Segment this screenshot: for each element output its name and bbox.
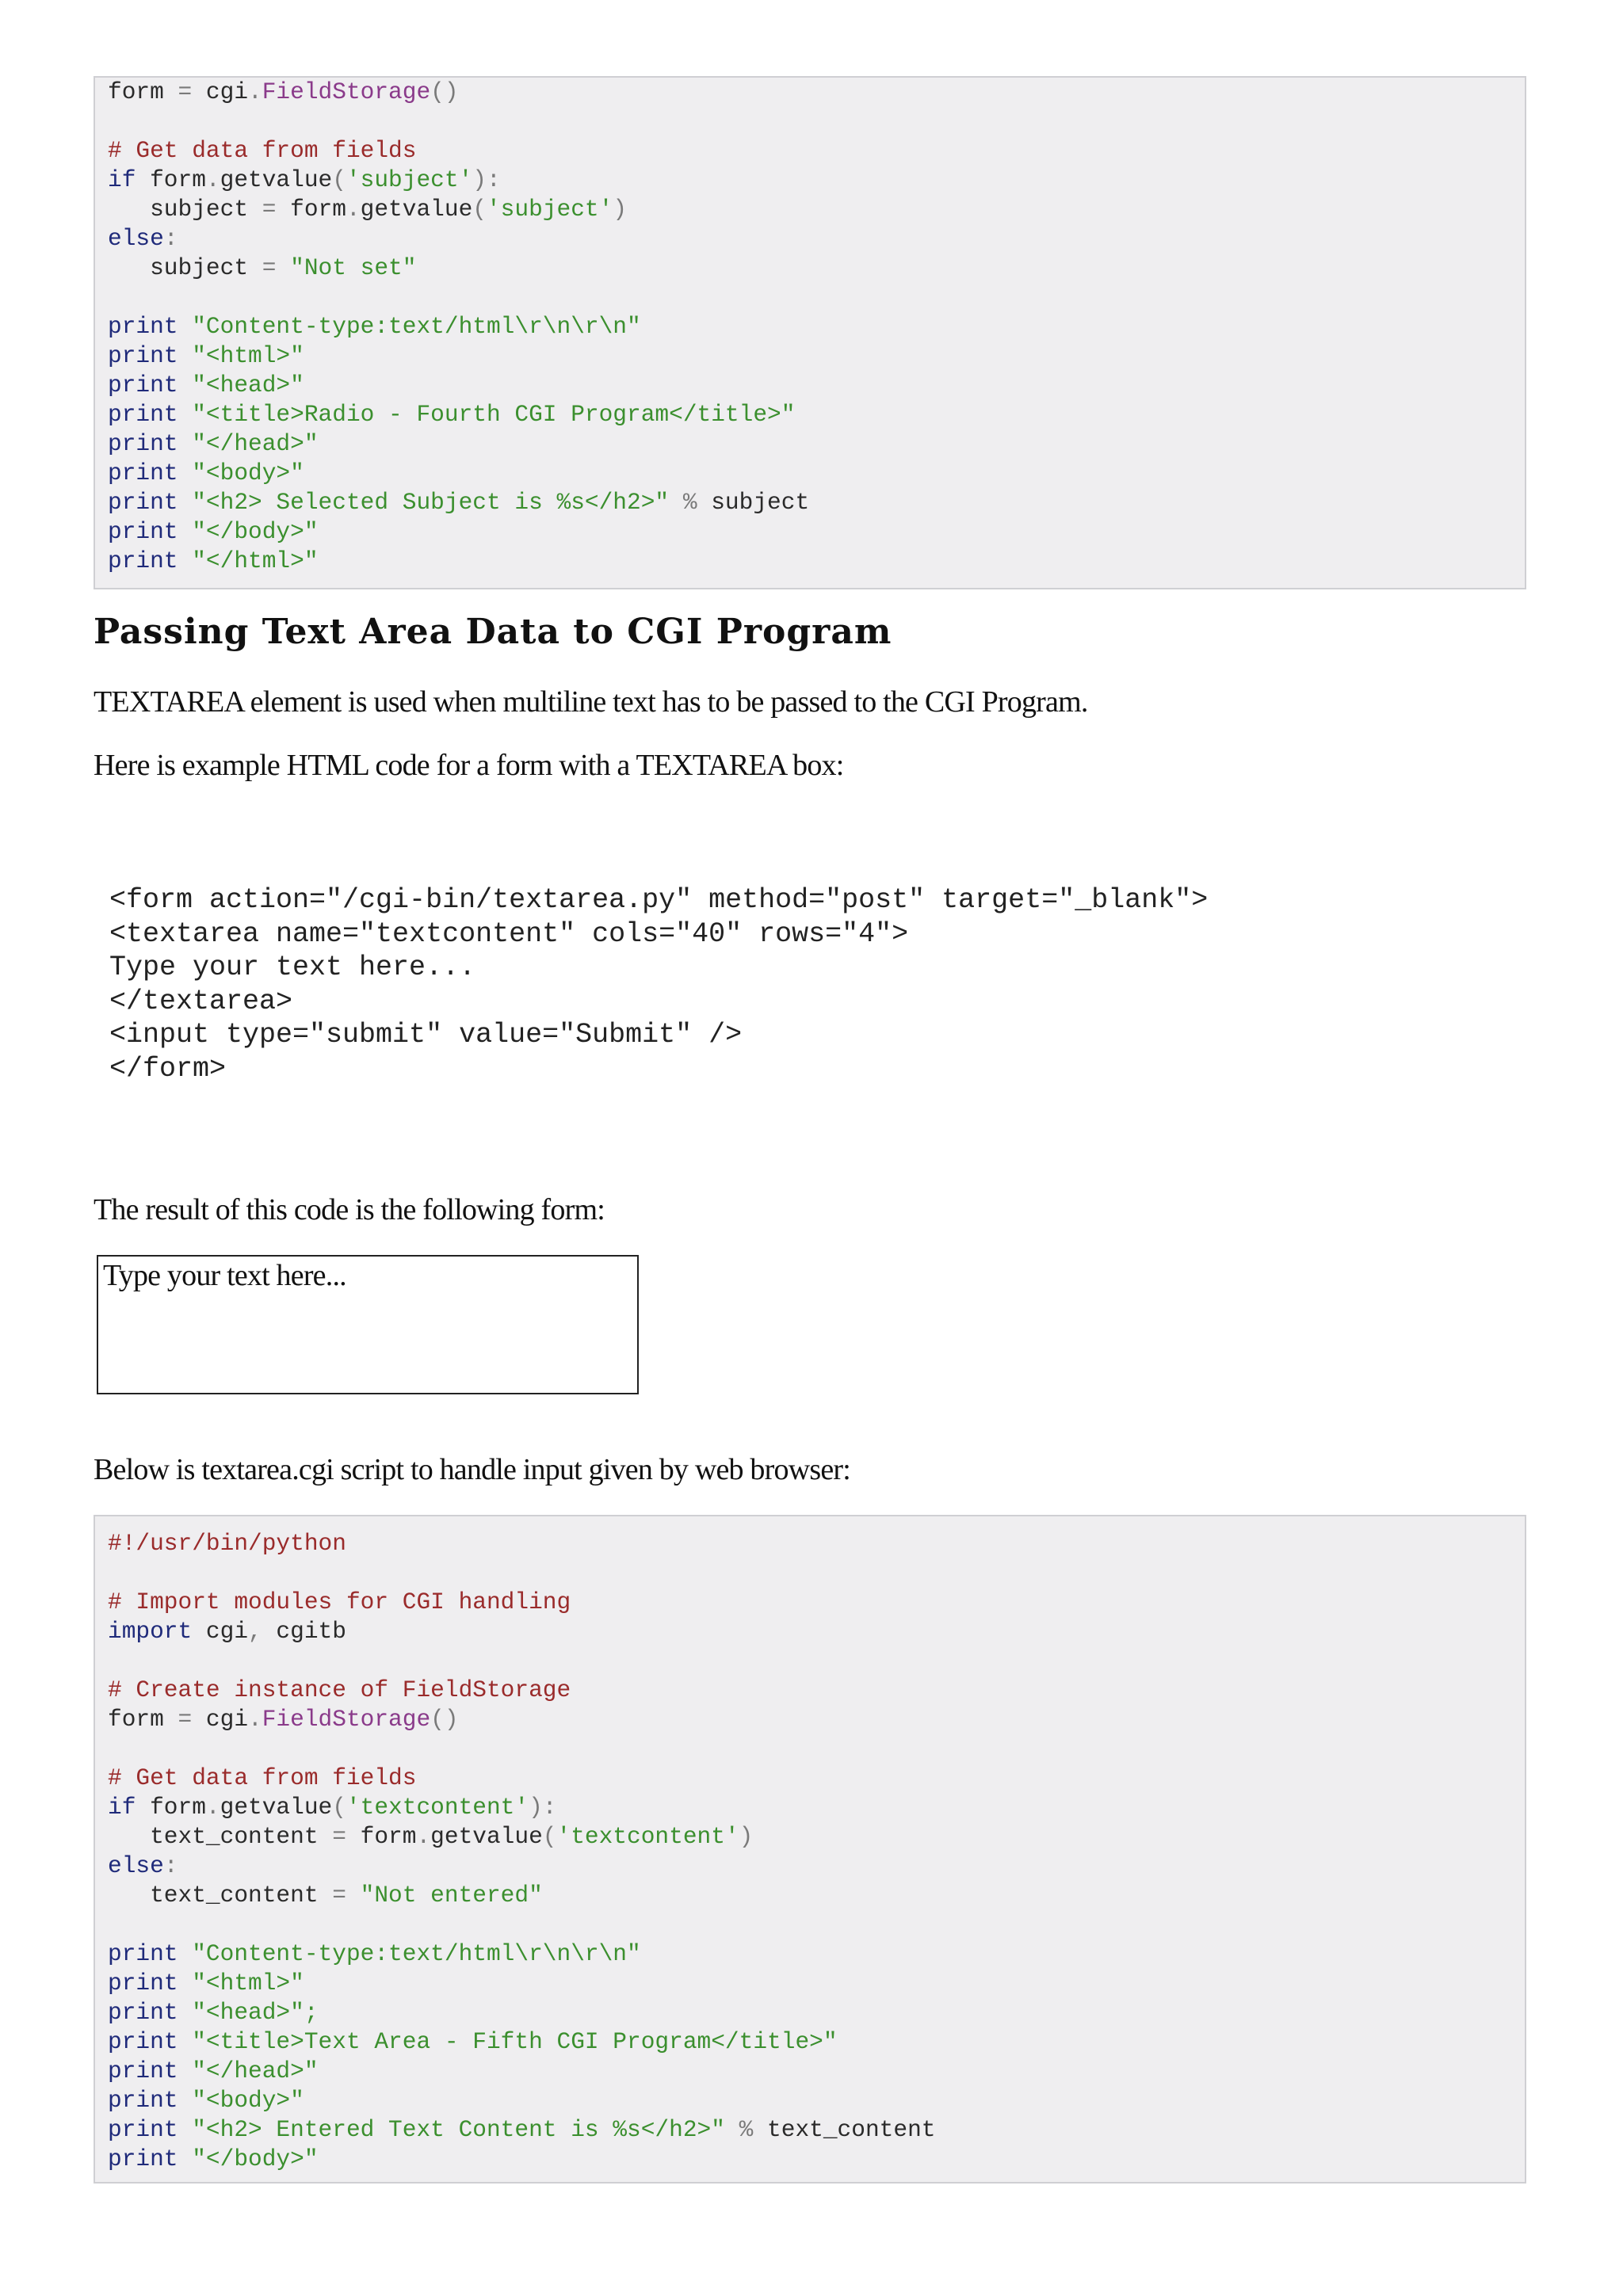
code-token — [276, 254, 290, 281]
code-line — [108, 1998, 1525, 2027]
code-token: "<head>"; — [192, 1999, 319, 2026]
code-token: print — [108, 489, 178, 516]
code-token: () — [430, 1706, 459, 1733]
code-line — [108, 547, 1525, 576]
code-token: text_content — [108, 1882, 333, 1909]
code-line — [108, 429, 1525, 459]
code-line — [108, 2115, 1525, 2145]
code-token — [725, 2116, 739, 2143]
code-line — [108, 195, 1525, 224]
code-token: print — [108, 313, 178, 340]
html-code-snippet — [109, 883, 1208, 1085]
code-token: if — [108, 166, 136, 193]
code-token: print — [108, 460, 178, 486]
code-line — [108, 1646, 1525, 1676]
code-token: print — [108, 518, 178, 545]
code-token: # Get data from fields — [108, 1764, 417, 1791]
code-token: = — [178, 78, 193, 105]
code-token: print — [108, 1940, 178, 1967]
code-token: # Import modules for CGI handling — [108, 1589, 571, 1615]
code-token — [178, 372, 193, 399]
code-token: "<title>Text Area - Fifth CGI Program</title>" — [192, 2028, 838, 2055]
code-token: "Content-type:text/html\r\n\r\n" — [192, 313, 641, 340]
code-line — [108, 2086, 1525, 2115]
code-token: text_content — [753, 2116, 936, 2143]
code-token: % — [739, 2116, 754, 2143]
code-token: getvalue — [360, 196, 473, 223]
code-token: cgi — [192, 1706, 249, 1733]
code-token: subject — [108, 254, 262, 281]
code-line — [108, 1734, 1525, 1764]
code-token: ( — [332, 1794, 346, 1821]
code-token: subject — [697, 489, 810, 516]
code-line — [108, 136, 1525, 166]
code-token — [669, 489, 683, 516]
code-token: "<body>" — [192, 2087, 304, 2114]
code-line — [108, 1852, 1525, 1881]
code-token: = — [178, 1706, 193, 1733]
section-title: Passing Text Area Data to CGI Program — [94, 612, 892, 652]
code-token — [178, 1999, 193, 2026]
code-token: form — [108, 1706, 178, 1733]
textcontent-textarea[interactable] — [97, 1255, 639, 1394]
code-token: print — [108, 401, 178, 428]
code-token: else — [108, 225, 164, 252]
code-token — [346, 1882, 361, 1909]
code-token — [178, 342, 193, 369]
code-line — [108, 2057, 1525, 2086]
code-token: 'textcontent' — [346, 1794, 529, 1821]
code-token: "</head>" — [192, 2058, 319, 2084]
code-token: . — [205, 166, 220, 193]
code-token: print — [108, 430, 178, 457]
code-line — [108, 1764, 1525, 1793]
code-token: , — [248, 1618, 262, 1645]
code-token: "</body>" — [192, 518, 319, 545]
code-token: = — [262, 254, 277, 281]
code-token — [178, 489, 193, 516]
code-token: . — [205, 1794, 220, 1821]
code-token: FieldStorage — [262, 1706, 431, 1733]
code-token: ( — [542, 1823, 557, 1850]
code-line — [108, 78, 1525, 107]
html-snippet-line: </textarea> — [109, 985, 293, 1017]
code-token — [178, 430, 193, 457]
code-token — [178, 1940, 193, 1967]
code-token: % — [682, 489, 697, 516]
html-snippet-line: </form> — [109, 1052, 227, 1085]
code-token: 'textcontent' — [556, 1823, 739, 1850]
code-line — [108, 1705, 1525, 1734]
code-token — [178, 313, 193, 340]
code-token: #!/usr/bin/python — [108, 1530, 346, 1557]
code-line — [108, 1822, 1525, 1852]
code-token: = — [262, 196, 277, 223]
html-snippet-line: Type your text here... — [109, 952, 476, 983]
code-token: "</head>" — [192, 430, 319, 457]
code-token: print — [108, 2058, 178, 2084]
code-token: getvalue — [430, 1823, 543, 1850]
code-token — [178, 2058, 193, 2084]
code-token: subject — [108, 196, 262, 223]
code-line — [108, 1588, 1525, 1617]
code-token: "<body>" — [192, 460, 304, 486]
code-line — [108, 371, 1525, 400]
code-token: else — [108, 1852, 164, 1879]
code-token: ( — [332, 166, 346, 193]
code-token: form — [346, 1823, 417, 1850]
code-token: form — [136, 166, 206, 193]
code-token — [178, 518, 193, 545]
code-token: "Not set" — [290, 254, 417, 281]
code-token: # Get data from fields — [108, 137, 417, 164]
code-token — [178, 547, 193, 574]
code-line — [108, 1676, 1525, 1705]
code-token: cgitb — [262, 1618, 346, 1645]
code-token: form — [136, 1794, 206, 1821]
code-token: "<title>Radio - Fourth CGI Program</title>" — [192, 401, 796, 428]
html-snippet-line: <textarea name="textcontent" cols="40" rows="4"> — [109, 917, 909, 950]
code-line — [108, 1793, 1525, 1822]
code-token: "Content-type:text/html\r\n\r\n" — [192, 1940, 641, 1967]
code-token: import — [108, 1618, 193, 1645]
code-token: cgi — [192, 1618, 249, 1645]
code-token: "<h2> Selected Subject is %s</h2>" — [192, 489, 670, 516]
code-token: "<h2> Entered Text Content is %s</h2>" — [192, 2116, 725, 2143]
code-line — [108, 1939, 1525, 1969]
code-line — [108, 1617, 1525, 1646]
code-token: print — [108, 2028, 178, 2055]
code-token: "<head>" — [192, 372, 304, 399]
code-token: print — [108, 2087, 178, 2114]
code-line — [108, 312, 1525, 341]
code-token: form — [108, 78, 178, 105]
code-line — [108, 254, 1525, 283]
code-token: # Create instance of FieldStorage — [108, 1676, 571, 1703]
code-token: print — [108, 1999, 178, 2026]
code-token — [178, 460, 193, 486]
code-token: print — [108, 2145, 178, 2172]
code-line — [108, 400, 1525, 429]
code-token: print — [108, 1970, 178, 1997]
code-token: ) — [739, 1823, 754, 1850]
code-line — [108, 107, 1525, 136]
code-token: text_content — [108, 1823, 333, 1850]
code-line — [108, 2145, 1525, 2174]
code-token: : — [163, 225, 178, 252]
code-line — [108, 2027, 1525, 2057]
below-paragraph: Below is textarea.cgi script to handle input given by web browser: — [94, 1453, 850, 1486]
code-line — [108, 488, 1525, 517]
code-token — [178, 2087, 193, 2114]
result-paragraph: The result of this code is the following form: — [94, 1193, 605, 1226]
example-paragraph: Here is example HTML code for a form with a TEXTAREA box: — [94, 749, 844, 782]
code-block-bottom — [94, 1515, 1526, 2183]
code-line — [108, 1558, 1525, 1588]
code-line — [108, 1969, 1525, 1998]
code-token: () — [430, 78, 459, 105]
code-token: getvalue — [220, 166, 333, 193]
code-token: 'subject' — [486, 196, 613, 223]
code-line — [108, 283, 1525, 312]
code-token — [178, 1970, 193, 1997]
code-token — [178, 2028, 193, 2055]
code-token: . — [248, 78, 262, 105]
code-token: if — [108, 1794, 136, 1821]
code-token: FieldStorage — [262, 78, 431, 105]
code-token: cgi — [192, 78, 249, 105]
code-token: = — [332, 1823, 346, 1850]
code-line — [108, 517, 1525, 547]
code-token: getvalue — [220, 1794, 333, 1821]
code-token: ): — [529, 1794, 557, 1821]
code-token: = — [332, 1882, 346, 1909]
code-token: "<html>" — [192, 1970, 304, 1997]
html-snippet-line: <form action="/cgi-bin/textarea.py" method="post" target="_blank"> — [109, 884, 1209, 916]
code-token: "</body>" — [192, 2145, 319, 2172]
code-token: . — [248, 1706, 262, 1733]
code-token — [178, 2116, 193, 2143]
html-snippet-line: <input type="submit" value="Submit" /> — [109, 1019, 743, 1051]
code-block-top — [94, 76, 1526, 589]
code-token: "<html>" — [192, 342, 304, 369]
code-token: print — [108, 547, 178, 574]
intro-paragraph: TEXTAREA element is used when multiline text has to be passed to the CGI Program. — [94, 685, 1088, 719]
code-token: print — [108, 342, 178, 369]
code-token — [178, 2145, 193, 2172]
code-token: ): — [472, 166, 501, 193]
code-token: print — [108, 372, 178, 399]
code-line — [108, 1529, 1525, 1558]
code-token: ) — [613, 196, 628, 223]
code-token: . — [416, 1823, 431, 1850]
code-line — [108, 224, 1525, 254]
code-token: "</html>" — [192, 547, 319, 574]
code-token: form — [276, 196, 346, 223]
code-line — [108, 341, 1525, 371]
code-line — [108, 459, 1525, 488]
code-token: ( — [472, 196, 487, 223]
code-line — [108, 166, 1525, 195]
code-token: "Not entered" — [360, 1882, 543, 1909]
code-line — [108, 1910, 1525, 1939]
code-token: print — [108, 2116, 178, 2143]
code-token: . — [346, 196, 361, 223]
code-token: 'subject' — [346, 166, 473, 193]
code-token — [178, 401, 193, 428]
code-line — [108, 1881, 1525, 1910]
code-token: : — [163, 1852, 178, 1879]
